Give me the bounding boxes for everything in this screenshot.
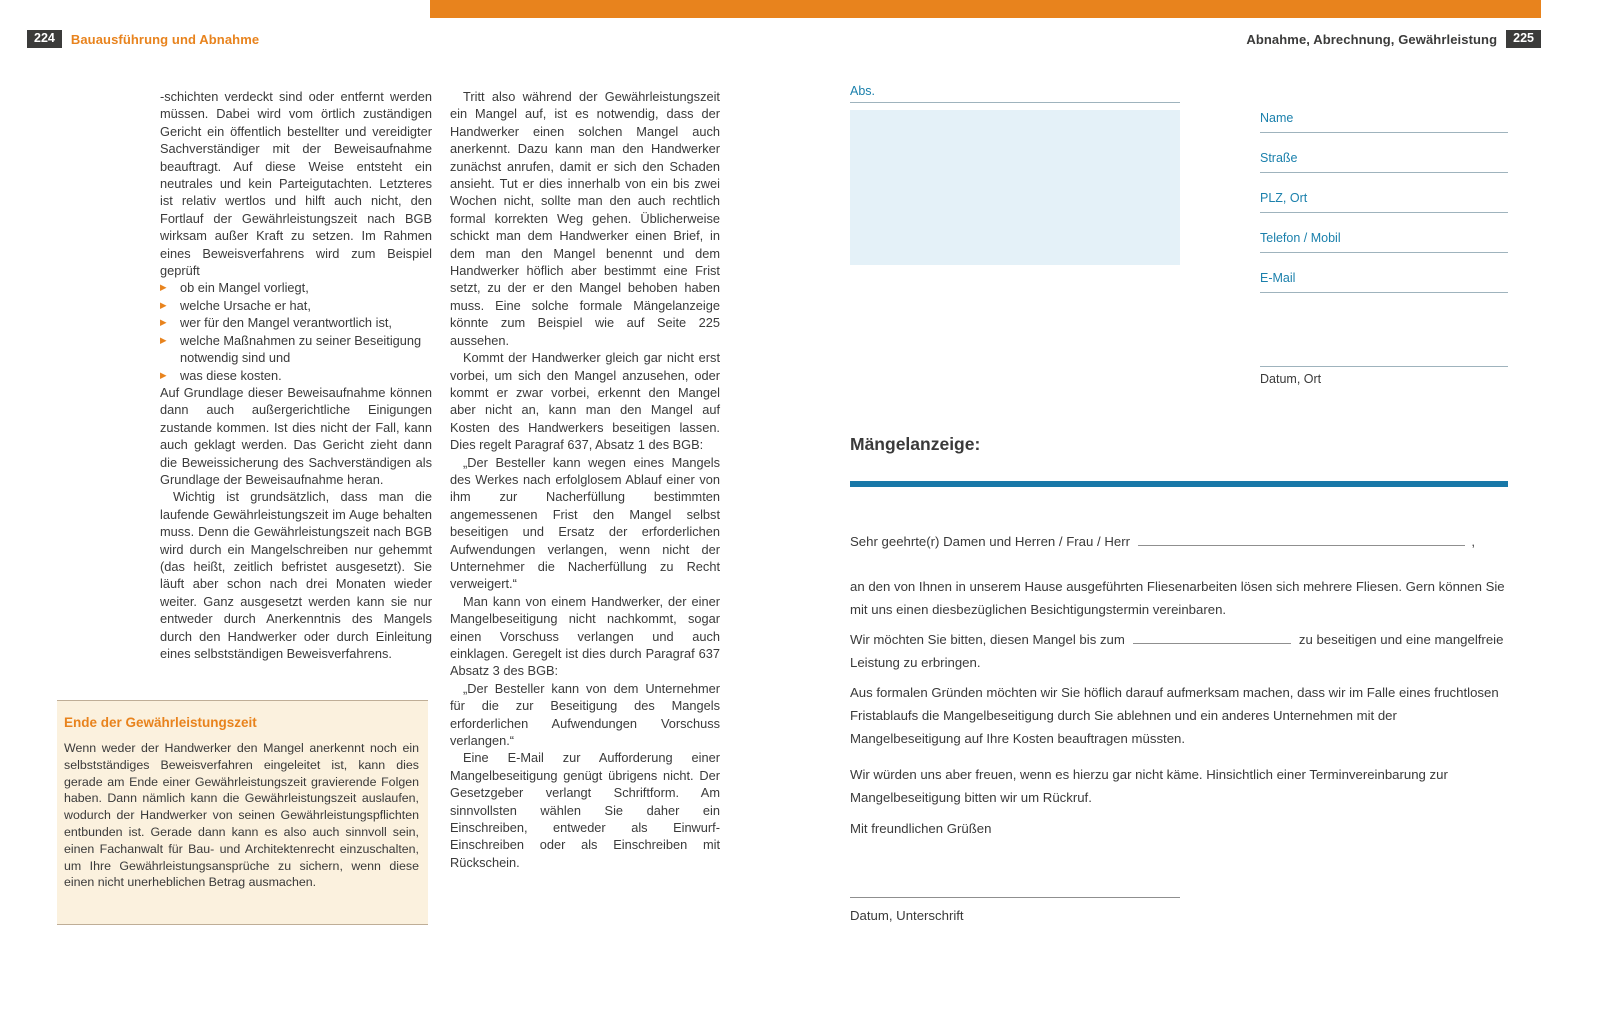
field-write-line <box>1260 172 1508 173</box>
sender-write-line <box>850 102 1180 103</box>
field-strasse <box>1260 150 1508 173</box>
bullet-text: welche Maßnahmen zu seiner Beseitigung notwendig sind und <box>180 332 422 366</box>
triangle-bullet-icon: ▶ <box>160 334 167 345</box>
info-box-end-of-warranty <box>57 700 428 925</box>
salutation-text: Sehr geehrte(r) Damen und Herren / Frau / Herr <box>850 534 1130 549</box>
field-write-line <box>1260 292 1508 293</box>
body-paragraph: Eine E-Mail zur Aufforderung einer Mangelbeseitigung genügt übrigens nicht. Der Gesetzgeber verlangt Schriftform. Am sinnvollsten wählen Sie daher ein Einschreiben, entweder als Einwurf-Einschreiben oder als Einschreiben mit Rückschein. <box>450 750 720 870</box>
sender-address-box <box>850 110 1180 265</box>
letter-closing: Mit freundlichen Grüßen <box>850 821 992 836</box>
letter-paragraph <box>850 628 1508 674</box>
heading-rule-bar <box>850 481 1508 487</box>
list-item <box>160 367 432 384</box>
signature-write-line <box>850 897 1180 898</box>
left-column-2 <box>450 88 720 871</box>
triangle-bullet-icon: ▶ <box>160 282 167 293</box>
field-write-line <box>1260 212 1508 213</box>
field-telefon-mobil <box>1260 230 1508 253</box>
bullet-text: wer für den Mangel verantwortlich ist, <box>180 315 392 331</box>
quote-paragraph: „Der Besteller kann von dem Unternehmer für die zur Beseitigung des Mangels erforderlichen Aufwendungen Vorschuss verlangen.“ <box>450 680 720 749</box>
left-page-header <box>27 30 259 48</box>
body-paragraph: -schichten verdeckt sind oder entfernt werden müssen. Dabei wird vom örtlich zuständigen Gericht ein öffentlich bestellter und vereidigter Sachverständiger mit der Beweisaufnahme beauftragt. Auf diese Weise entsteht ein neutrales und kein Parteigutachten. Letzteres ist relativ wertlos und hilft auch nicht, den Fortlauf der Gewährleistungszeit nach BGB wirksam außer Kraft zu setzen. Im Rahmen eines Beweisverfahrens wird zum Beispiel geprüft <box>160 89 432 279</box>
datum-ort-write-line <box>1260 366 1508 367</box>
deadline-blank-line <box>1133 631 1291 644</box>
list-item <box>160 332 432 367</box>
list-item <box>160 314 432 331</box>
letter-paragraph: an den von Ihnen in unserem Hause ausgeführten Fliesenarbeiten lösen sich mehrere Fliesen. Gern können Sie mit uns einen diesbezüglichen Besichtigungstermin vereinbaren. <box>850 579 1505 617</box>
body-paragraph: Auf Grundlage dieser Beweisaufnahme können dann auch außergerichtliche Einigungen zustande kommen. Ist dies nicht der Fall, kann auch geklagt werden. Das Gericht zieht dann die Beweissicherung des Sachverständigen als Grundlage der Beweisaufnahme heran. <box>160 384 432 487</box>
bullet-text: was diese kosten. <box>180 367 282 383</box>
field-email <box>1260 270 1508 293</box>
info-box-title: Ende der Gewährleistungszeit <box>64 715 257 730</box>
deadline-text-before: Wir möchten Sie bitten, diesen Mangel bis zum <box>850 632 1125 647</box>
triangle-bullet-icon: ▶ <box>160 369 167 380</box>
field-label: Name <box>1260 111 1294 125</box>
salutation-blank-line <box>1138 531 1465 546</box>
field-write-line <box>1260 252 1508 253</box>
bullet-text: welche Ursache er hat, <box>180 297 311 313</box>
triangle-bullet-icon: ▶ <box>160 299 167 310</box>
signature-label: Datum, Unterschrift <box>850 908 964 923</box>
left-header-title: Bauausführung und Abnahme <box>70 31 260 47</box>
quote-paragraph: „Der Besteller kann wegen eines Mangels des Werkes nach erfolglosem Ablauf einer von ihm zur Nacherfüllung bestimmten angemessenen Frist den Mangel selbst beseitigen und Ersatz der erforderlichen Aufwendungen verlangen, wenn nicht der Unternehmer die Nacherfüllung zu Recht verweigert.“ <box>450 454 720 592</box>
body-paragraph: Tritt also während der Gewährleistungszeit ein Mangel auf, ist es notwendig, dass der Handwerker einen solchen Mangel auch anerkennt. Dazu kann man den Handwerker zunächst anrufen, damit er sich den Schaden ansieht. Tut er dies innerhalb von ein bis zwei Wochen nicht, sollte man den auch rechtlich formal korrekten Weg gehen. Üblicherweise schickt man dem Handwerker einen Brief, in dem man den Mangel benennt und dem Handwerker höflich aber bestimmt eine Frist setzt, zu der er den Mangel behoben haben muss. Eine solche formale Mängelanzeige könnte zum Beispiel wie auf Seite 225 aussehen. <box>450 89 720 348</box>
bullet-list <box>160 279 432 383</box>
field-write-line <box>1260 132 1508 133</box>
salutation-comma: , <box>1471 534 1475 549</box>
left-column-1 <box>160 88 432 662</box>
list-item <box>160 297 432 314</box>
body-paragraph: Wichtig ist grundsätzlich, dass man die laufende Gewährleistungszeit im Auge behalten muss. Denn die Gewährleistungszeit nach BGB wird durch ein Mangelschreiben nur gehemmt (das heißt, zeitlich befristet ausgesetzt). Sie läuft aber schon nach drei Monaten wieder weiter. Ganz ausgesetzt werden kann sie nur entweder durch Anerkenntnis des Mangels durch den Handwerker oder durch Einleitung eines selbstständigen Beweisverfahrens. <box>160 489 432 661</box>
field-label: E-Mail <box>1260 271 1296 285</box>
triangle-bullet-icon: ▶ <box>160 317 167 328</box>
field-plz-ort <box>1260 190 1508 213</box>
deadline-text-after: zu beseitigen und eine mangelfreie Leistung zu erbringen. <box>850 632 1504 670</box>
list-item <box>160 279 432 296</box>
right-page-header <box>1246 30 1541 48</box>
bullet-text: ob ein Mangel vorliegt, <box>180 280 309 296</box>
right-header-title: Abnahme, Abrechnung, Gewährleistung <box>1246 31 1498 47</box>
salutation-row <box>850 531 1475 549</box>
page-number-left: 224 <box>27 30 62 48</box>
field-name <box>1260 110 1508 133</box>
body-paragraph: Kommt der Handwerker gleich gar nicht erst vorbei, um sich den Mangel anzusehen, oder kommt er zwar vorbei, erkennt den Mangel aber nicht an, kann man den Mangel auf Kosten des Handwerkers beseitigen lassen. Dies regelt Paragraf 637, Absatz 1 des BGB: <box>450 350 720 453</box>
field-label: Straße <box>1260 151 1298 165</box>
field-label: PLZ, Ort <box>1260 191 1308 205</box>
complaint-letter-form <box>850 84 1508 964</box>
datum-ort-label: Datum, Ort <box>1260 372 1322 386</box>
page-number-right: 225 <box>1506 30 1541 48</box>
letter-paragraph: Wir würden uns aber freuen, wenn es hierzu gar nicht käme. Hinsichtlich einer Terminvereinbarung zur Mangelbeseitigung bitten wir um Rückruf. <box>850 767 1448 805</box>
top-orange-bar <box>430 0 1541 18</box>
info-box-text: Wenn weder der Handwerker den Mangel anerkennt noch ein selbstständiges Beweisverfahren eingeleitet ist, kann dies gerade am Ende einer Gewährleistungszeit gravierende Folgen haben. Dann nämlich kann die Gewährleistungszeit auslaufen, wodurch der Handwerker von seinen Gewährleistungspflichten entbunden ist. Gerade dann kann es also auch sinnvoll sein, einen Fachanwalt für Bau- und Architektenrecht einzuschalten, um Ihre Gewährleistungsansprüche zu sichern, wenn diese einen nicht unerheblichen Betrag ausmachen. <box>64 741 419 890</box>
sender-label: Abs. <box>850 84 876 98</box>
letter-paragraph: Aus formalen Gründen möchten wir Sie höflich darauf aufmerksam machen, dass wir im Falle eines fruchtlosen Fristablaufs die Mangelbeseitigung durch Sie ablehnen und ein anderes Unternehmen mit der Mangelbeseitigung auf Ihre Kosten beauftragen müssten. <box>850 685 1499 746</box>
body-paragraph: Man kann von einem Handwerker, der einer Mangelbeseitigung nicht nachkommt, sogar einen Vorschuss verlangen und auch einklagen. Geregelt ist dies durch Paragraf 637 Absatz 3 des BGB: <box>450 593 720 679</box>
field-label: Telefon / Mobil <box>1260 231 1341 245</box>
letter-heading: Mängelanzeige: <box>850 434 981 454</box>
